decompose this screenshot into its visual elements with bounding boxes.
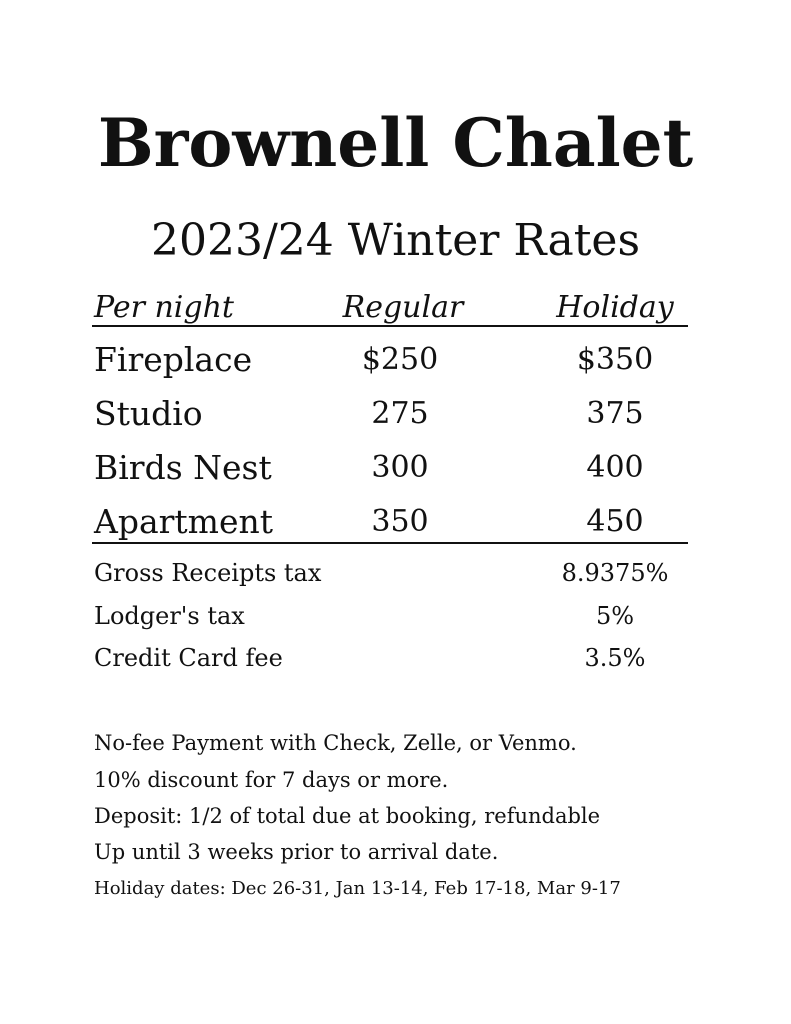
- room-name: Birds Nest: [94, 448, 272, 487]
- table-row: [0, 336, 791, 384]
- table-row: [0, 498, 791, 546]
- fee-value: 5%: [595, 602, 635, 630]
- room-name: Fireplace: [94, 340, 253, 379]
- header-holiday: Holiday: [556, 290, 674, 325]
- holiday-rate: $350: [576, 342, 654, 377]
- page-title: Brownell Chalet: [97, 104, 694, 182]
- note-refund-window: Up until 3 weeks prior to arrival date.: [94, 840, 499, 864]
- header-per-night: Per night: [94, 290, 234, 325]
- regular-rate: 275: [371, 396, 429, 431]
- holiday-rate: 400: [586, 450, 644, 485]
- fee-row: [0, 638, 791, 678]
- regular-rate: $250: [361, 342, 439, 377]
- note-deposit: Deposit: 1/2 of total due at booking, refundable: [94, 804, 601, 828]
- fee-value: 8.9375%: [561, 559, 669, 587]
- regular-rate: 350: [371, 504, 429, 539]
- room-name: Studio: [94, 394, 203, 433]
- holiday-rate: 450: [586, 504, 644, 539]
- holiday-rate: 375: [586, 396, 644, 431]
- fee-row: [0, 553, 791, 593]
- table-row: [0, 390, 791, 438]
- table-bottom-rule: [92, 542, 688, 544]
- note-discount: 10% discount for 7 days or more.: [94, 768, 449, 792]
- header-underline: [92, 325, 688, 327]
- fee-label: Lodger's tax: [94, 602, 245, 630]
- room-name: Apartment: [94, 502, 274, 541]
- page-subtitle: 2023/24 Winter Rates: [150, 215, 641, 266]
- fee-label: Credit Card fee: [94, 644, 283, 672]
- header-regular: Regular: [342, 290, 464, 325]
- note-payment: No-fee Payment with Check, Zelle, or Venmo.: [94, 731, 577, 755]
- note-holiday-dates: Holiday dates: Dec 26-31, Jan 13-14, Feb 17-18, Mar 9-17: [94, 878, 621, 899]
- fee-value: 3.5%: [584, 644, 646, 672]
- regular-rate: 300: [371, 450, 429, 485]
- table-row: [0, 444, 791, 492]
- fee-row: [0, 596, 791, 636]
- fee-label: Gross Receipts tax: [94, 559, 322, 587]
